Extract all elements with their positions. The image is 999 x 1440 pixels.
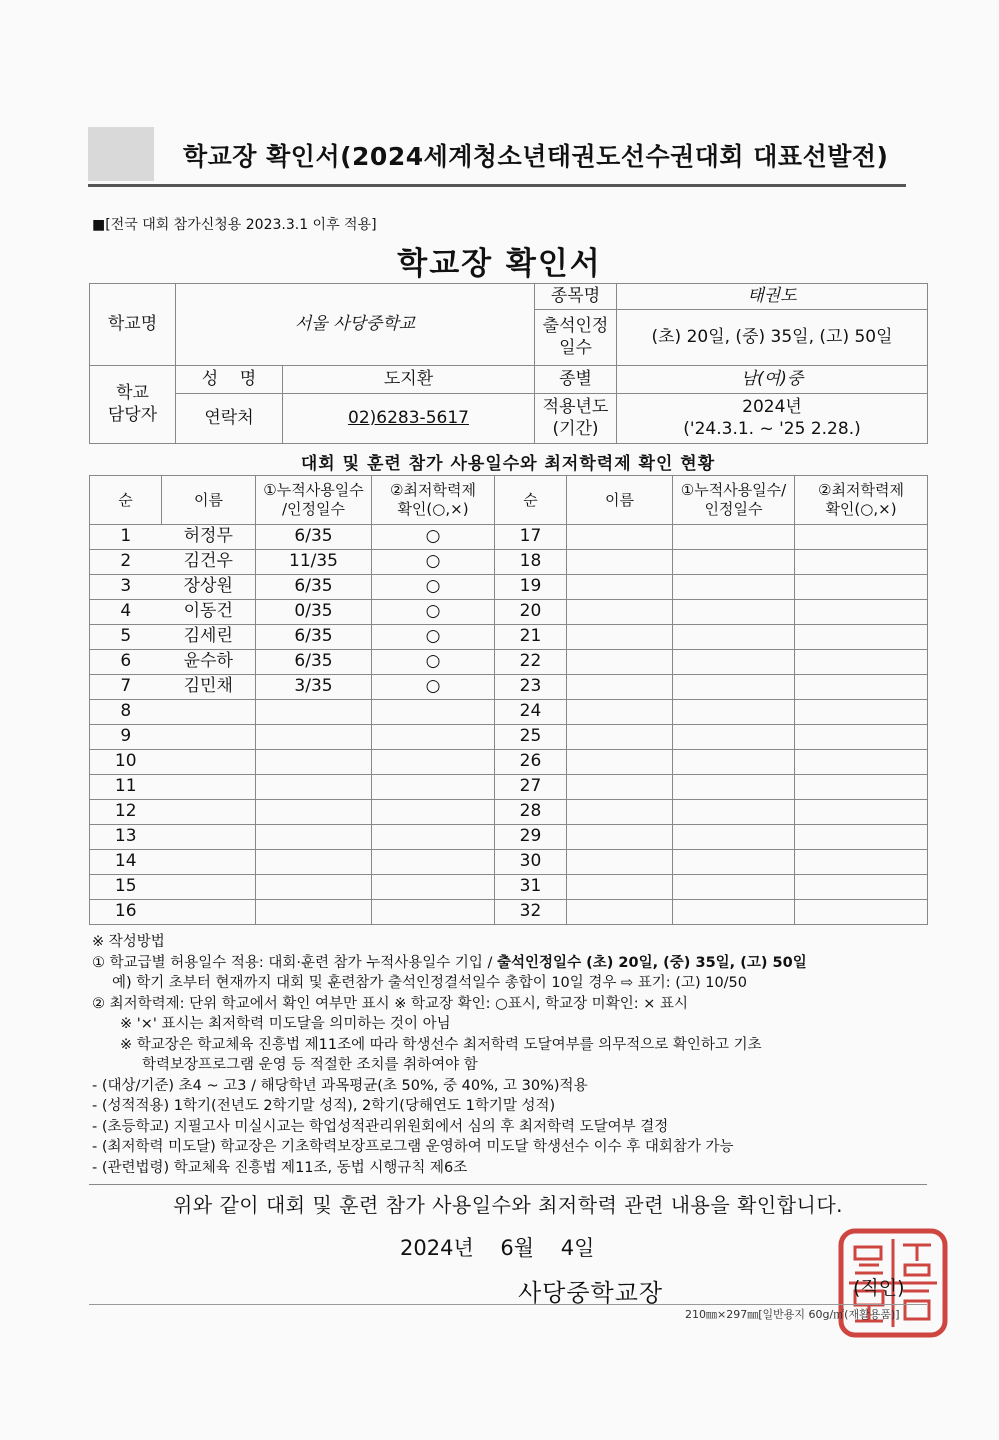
school-label: 학교명 [90, 284, 176, 366]
document-title: 학교장 확인서 [397, 246, 602, 282]
row-check-right [795, 875, 928, 900]
row-name: 김건우 [162, 550, 256, 575]
row-days-right [673, 675, 795, 700]
table-row [90, 900, 928, 925]
row-no-right: 19 [495, 575, 567, 600]
table-row [90, 600, 928, 625]
row-name [162, 800, 256, 825]
name-value: 도지환 [283, 366, 535, 394]
detail-4: - (최저학력 미도달) 학교장은 기초학력보장프로그램 운영하여 미도달 학생선수 이수 후 대회참가 가능 [92, 1139, 734, 1155]
row-name-right [567, 600, 673, 625]
sport-value: 태권도 [617, 284, 928, 310]
detail-1: - (대상/기준) 초4 ~ 고3 / 해당학년 과목평균(초 50%, 중 40%, 고 30%)적용 [92, 1077, 588, 1094]
row-check: ○ [372, 575, 495, 600]
row-days [256, 850, 372, 875]
confirmation-statement: 위와 같이 대회 및 훈련 참가 사용일수와 최저학력 관련 내용을 확인합니다. [89, 1184, 927, 1218]
row-check-right [795, 850, 928, 875]
row-no-right: 31 [495, 875, 567, 900]
row-name-right [567, 800, 673, 825]
gender-value: 남(여)중 [617, 366, 928, 394]
row-days-right [673, 650, 795, 675]
detail-2: - (성적적용) 1학기(전년도 2학기말 성적), 2학기(당해연도 1학기말 성적) [92, 1098, 556, 1114]
row-check-right [795, 700, 928, 725]
col-days: ①누적사용일수 /인정일수 [256, 476, 372, 525]
row-no-right: 29 [495, 825, 567, 850]
row-days-right [673, 875, 795, 900]
row-no: 10 [90, 750, 162, 775]
row-name-right [567, 850, 673, 875]
table-row [90, 650, 928, 675]
participation-table [89, 475, 928, 925]
row-days [256, 875, 372, 900]
principal-title: 사당중학교장 [518, 1279, 664, 1307]
notes-heading: ※ 작성방법 [92, 934, 165, 950]
row-check: ○ [372, 525, 495, 550]
row-days-right [673, 900, 795, 925]
table-header-row [90, 476, 928, 525]
row-name-right [567, 575, 673, 600]
row-check-right [795, 775, 928, 800]
row-days: 6/35 [256, 650, 372, 675]
row-days-right [673, 750, 795, 775]
row-no-right: 30 [495, 850, 567, 875]
row-no-right: 21 [495, 625, 567, 650]
col-name: 이름 [162, 476, 256, 525]
row-name-right [567, 725, 673, 750]
row-check-right [795, 625, 928, 650]
row-check: ○ [372, 675, 495, 700]
row-check [372, 875, 495, 900]
header-title: 학교장 확인서(2024세계청소년태권도선수권대회 대표선발전) [183, 142, 889, 171]
note-2-b-cont: 학력보장프로그램 운영 등 적절한 조치를 취하여야 함 [142, 1057, 478, 1073]
row-days-right [673, 825, 795, 850]
row-no: 12 [90, 800, 162, 825]
row-no: 4 [90, 600, 162, 625]
row-name [162, 725, 256, 750]
row-name: 김민채 [162, 675, 256, 700]
row-days-right [673, 850, 795, 875]
row-check-right [795, 800, 928, 825]
row-no-right: 25 [495, 725, 567, 750]
row-no-right: 27 [495, 775, 567, 800]
row-no-right: 26 [495, 750, 567, 775]
row-days-right [673, 625, 795, 650]
row-check-right [795, 725, 928, 750]
attendance-value: (초) 20일, (중) 35일, (고) 50일 [617, 310, 928, 366]
row-name: 이동건 [162, 600, 256, 625]
row-days [256, 700, 372, 725]
row-no: 5 [90, 625, 162, 650]
row-no-right: 22 [495, 650, 567, 675]
row-days [256, 725, 372, 750]
row-no: 14 [90, 850, 162, 875]
row-check: ○ [372, 600, 495, 625]
row-check: ○ [372, 650, 495, 675]
col-no: 순 [90, 476, 162, 525]
table-row [90, 700, 928, 725]
row-no: 11 [90, 775, 162, 800]
row-name-right [567, 750, 673, 775]
col-days-right: ①누적사용일수/ 인정일수 [673, 476, 795, 525]
row-check [372, 725, 495, 750]
school-info-table [89, 283, 928, 444]
detail-3: - (초등학교) 지필고사 미실시교는 학업성적관리위원회에서 심의 후 최저학력 도달여부 결정 [92, 1118, 669, 1135]
row-days: 6/35 [256, 575, 372, 600]
school-value: 서울 사당중학교 [176, 284, 535, 366]
row-check: ○ [372, 550, 495, 575]
row-days-right [673, 575, 795, 600]
table-row [90, 800, 928, 825]
table-row [90, 750, 928, 775]
table-row [90, 825, 928, 850]
row-name [162, 775, 256, 800]
row-days-right [673, 775, 795, 800]
row-days-right [673, 600, 795, 625]
row-days-right [673, 525, 795, 550]
seal-label: (직인) [853, 1277, 905, 1299]
row-no: 16 [90, 900, 162, 925]
row-days: 0/35 [256, 600, 372, 625]
row-check-right [795, 825, 928, 850]
table-row [90, 775, 928, 800]
table-row [90, 850, 928, 875]
row-name [162, 900, 256, 925]
row-no-right: 18 [495, 550, 567, 575]
sport-label: 종목명 [535, 284, 617, 310]
row-check-right [795, 550, 928, 575]
table-row [90, 875, 928, 900]
row-name-right [567, 700, 673, 725]
row-days [256, 825, 372, 850]
manager-label: 학교 담당자 [90, 366, 176, 444]
row-no: 9 [90, 725, 162, 750]
col-check-right: ②최저학력제 확인(○,×) [795, 476, 928, 525]
row-days [256, 750, 372, 775]
row-check [372, 700, 495, 725]
row-no-right: 23 [495, 675, 567, 700]
row-name-right [567, 875, 673, 900]
row-name [162, 850, 256, 875]
row-check-right [795, 900, 928, 925]
row-days [256, 900, 372, 925]
row-name-right [567, 625, 673, 650]
row-days: 6/35 [256, 525, 372, 550]
row-check [372, 825, 495, 850]
row-no: 2 [90, 550, 162, 575]
footer-divider [89, 1304, 927, 1305]
row-days: 11/35 [256, 550, 372, 575]
row-check-right [795, 600, 928, 625]
note-1: ① 학교급별 허용일수 적용: 대회·훈련 참가 누적사용일수 기입 / 출석인정일수 (초) 20일, (중) 35일, (고) 50일 [92, 954, 807, 971]
gender-label: 종별 [535, 366, 617, 394]
row-name: 김세린 [162, 625, 256, 650]
row-check-right [795, 525, 928, 550]
row-check [372, 900, 495, 925]
row-days: 3/35 [256, 675, 372, 700]
instructions [92, 932, 927, 1178]
header-bar [88, 127, 906, 187]
attendance-label: 출석인정 일수 [535, 310, 617, 366]
row-name: 윤수하 [162, 650, 256, 675]
table-row [90, 550, 928, 575]
row-check [372, 850, 495, 875]
note-2: ② 최저학력제: 단위 학교에서 확인 여부만 표시 ※ 학교장 확인: ○표시, 학교장 미확인: × 표시 [92, 995, 688, 1012]
row-no-right: 24 [495, 700, 567, 725]
row-days: 6/35 [256, 625, 372, 650]
row-days-right [673, 700, 795, 725]
col-check: ②최저학력제 확인(○,×) [372, 476, 495, 525]
row-days-right [673, 550, 795, 575]
row-name-right [567, 825, 673, 850]
note-2-a: ※ '×' 표시는 최저학력 미도달을 의미하는 것이 아님 [120, 1016, 451, 1032]
row-check [372, 775, 495, 800]
row-days [256, 775, 372, 800]
row-no-right: 28 [495, 800, 567, 825]
year-value: 2024년 ('24.3.1. ~ '25 2.28.) [617, 394, 928, 444]
table-row [90, 525, 928, 550]
status-title: 대회 및 훈련 참가 사용일수와 최저학력제 확인 현황 [300, 454, 716, 474]
row-no: 1 [90, 525, 162, 550]
row-no: 6 [90, 650, 162, 675]
row-no: 13 [90, 825, 162, 850]
row-name-right [567, 550, 673, 575]
table-row [90, 725, 928, 750]
row-days-right [673, 725, 795, 750]
year-label: 적용년도 (기간) [535, 394, 617, 444]
detail-5: - (관련법령) 학교체육 진흥법 제11조, 동법 시행규칙 제6조 [92, 1159, 468, 1176]
row-name [162, 875, 256, 900]
row-name: 허정무 [162, 525, 256, 550]
row-check-right [795, 650, 928, 675]
note-2-b: ※ 학교장은 학교체육 진흥법 제11조에 따라 학생선수 최저학력 도달여부를 의무적으로 확인하고 기초 [120, 1036, 762, 1053]
applicability-note: ■[전국 대회 참가신청용 2023.3.1 이후 적용] [92, 217, 377, 233]
table-row [90, 575, 928, 600]
col-name-right: 이름 [567, 476, 673, 525]
row-days [256, 800, 372, 825]
row-name-right [567, 675, 673, 700]
header-tab-decoration [88, 127, 154, 181]
row-no-right: 32 [495, 900, 567, 925]
row-no-right: 20 [495, 600, 567, 625]
row-name [162, 700, 256, 725]
row-name-right [567, 900, 673, 925]
row-name [162, 750, 256, 775]
row-no: 7 [90, 675, 162, 700]
row-check: ○ [372, 625, 495, 650]
row-name-right [567, 650, 673, 675]
note-1-example: 예) 학기 초부터 현재까지 대회 및 훈련참가 출석인정결석일수 총합이 10일 경우 ⇨ 표기: (고) 10/50 [112, 975, 748, 991]
row-name: 장상원 [162, 575, 256, 600]
row-name-right [567, 525, 673, 550]
issue-date: 2024년 6월 4일 [400, 1236, 595, 1260]
row-no: 8 [90, 700, 162, 725]
contact-label: 연락처 [176, 394, 283, 444]
row-check-right [795, 675, 928, 700]
row-check [372, 800, 495, 825]
row-no: 15 [90, 875, 162, 900]
contact-value: 02)6283-5617 [283, 394, 535, 444]
row-name [162, 825, 256, 850]
row-days-right [673, 800, 795, 825]
row-check [372, 750, 495, 775]
paper-spec-footer: 210㎜×297㎜[일반용지 60g/㎡(재활용품)] [685, 1308, 900, 1321]
row-check-right [795, 750, 928, 775]
row-no: 3 [90, 575, 162, 600]
row-name-right [567, 775, 673, 800]
name-label: 성 명 [176, 366, 283, 394]
table-row [90, 625, 928, 650]
table-row [90, 675, 928, 700]
row-no-right: 17 [495, 525, 567, 550]
col-no-right: 순 [495, 476, 567, 525]
row-check-right [795, 575, 928, 600]
